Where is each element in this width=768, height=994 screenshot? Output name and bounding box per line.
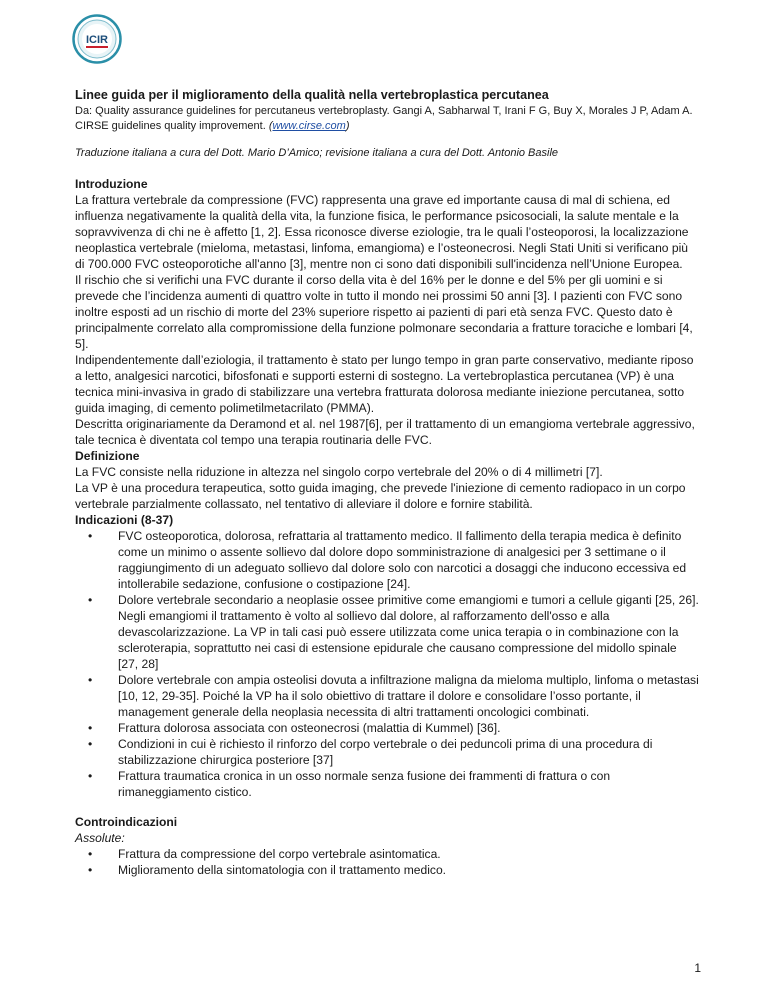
logo-graphic [72, 14, 122, 64]
list-item: • Frattura dolorosa associata con osteonecrosi (malattia di Kummel) [36]. [88, 721, 501, 735]
list-item: • Dolore vertebrale con ampia osteolisi dovuta a infiltrazione maligna da mieloma multiplo, linfoma o metastasi [10, 12, 29-35]. Poiché la VP ha il solo obiettivo di trattare il dolore e consolidare l’osso portante, il management generale della neoplasia necessita di altri trattamenti oncologici combinati. [88, 673, 699, 719]
contraindications-list [75, 846, 700, 878]
bullet-icon: • [88, 721, 93, 735]
definition-heading: Definizione [75, 449, 140, 463]
intro-paragraph: La frattura vertebrale da compressione (FVC) rappresenta una grave ed importante causa di mal di schiena, ed influenza negativamente la qualità della vita, la funzione fisica, le performance psicosociali, la salute mentale e la sopravvivenza di chi ne è affetto [1, 2]. Essa riconosce diverse eziologie, tra le quali l’osteoporosi, la localizzazione neoplastica vertebrale (mieloma, metastasi, linfoma, emangioma) e l’osteonecrosi. Negli Stati Uniti si verificano più di 700.000 FVC osteoporotiche all'anno [3], mentre non ci sono dati disponibili sull'incidenza nell’Unione Europea. [75, 193, 689, 271]
indications-list [75, 528, 700, 800]
source-text: Da: Quality assurance guidelines for percutaneus vertebroplasty. Gangi A, Sabharwal T, Irani F G, Buy X, Morales J P, Adam A. CIRSE guidelines quality improvement. [75, 105, 693, 132]
bullet-icon: • [88, 863, 93, 877]
document-title: Linee guida per il miglioramento della qualità nella vertebroplastica percutanea [75, 88, 549, 102]
definition-paragraph: La VP è una procedura terapeutica, sotto guida imaging, che prevede l'iniezione di cemento radiopaco in un corpo vertebrale parzialmente collassato, nel tentativo di alleviare il dolore e fornire stabilità. [75, 481, 686, 511]
contraindications-subheading: Assolute: [75, 831, 125, 845]
page-number: 1 [694, 961, 701, 975]
intro-paragraph: Indipendentemente dall’eziologia, il trattamento è stato per lungo tempo in gran parte conservativo, mediante riposo a letto, analgesici narcotici, bifosfonati e supporti esterni di sostegno. La vertebroplastica percutanea (VP) è una tecnica mini-invasiva in grado di stabilizzare una vertebra fratturata dolorosa mediante iniezione percutanea, sotto guida imaging, di cemento polimetilmetacrilato (PMMA). [75, 353, 694, 415]
indications-heading: Indicazioni (8-37) [75, 513, 174, 527]
logo-text: ICIR [86, 34, 108, 46]
icir-logo [72, 14, 122, 64]
contraindications-heading: Controindicazioni [75, 815, 178, 829]
list-item: • Frattura traumatica cronica in un osso normale senza fusione dei frammenti di frattura o con rimaneggiamento cistico. [88, 769, 611, 799]
list-item: • Frattura da compressione del corpo vertebrale asintomatica. [88, 847, 441, 861]
list-item: • Dolore vertebrale secondario a neoplasie ossee primitive come emangiomi e tumori a cellule giganti [25, 26]. Negli emangiomi il trattamento è volto al sollievo dal dolore, al rafforzamento dell'osso e alla devascolarizzazione. La VP in tali casi può essere utilizzata come unica terapia o in combinazione con la scleroterapia, soprattutto nei casi di estensione epidurale che causano compressione del midollo spinale [27, 28] [88, 593, 699, 671]
definition-paragraph: La FVC consiste nella riduzione in altezza nel singolo corpo vertebrale del 20% o di 4 millimetri [7]. [75, 465, 603, 479]
bullet-icon: • [88, 673, 93, 687]
intro-paragraph: Il rischio che si verifichi una FVC durante il corso della vita è del 16% per le donne e del 5% per gli uomini e si prevede che l’incidenza aumenti di quattro volte in tutto il mondo nei prossimi 50 anni [3]. I pazienti con FVC sono inoltre esposti ad un rischio di morte del 23% superiore rispetto ai pazienti di pari età senza FVC. Questo dato è principalmente correlato alla compromissione della funzione polmonare secondaria a fratture toraciche e lombari [4, 5]. [75, 273, 693, 351]
list-item: • Condizioni in cui è richiesto il rinforzo del corpo vertebrale o dei peduncoli prima di una procedura di stabilizzazione chirurgica posteriore [37] [88, 737, 653, 767]
intro-heading: Introduzione [75, 177, 148, 191]
cirse-link[interactable]: www.cirse.com [272, 120, 346, 132]
bullet-icon: • [88, 593, 93, 607]
intro-paragraph: Descritta originariamente da Deramond et al. nel 1987[6], per il trattamento di un emangioma vertebrale aggressivo, tale tecnica è diventata col tempo una terapia routinaria delle FVC. [75, 417, 695, 447]
translation-credit: Traduzione italiana a cura del Dott. Mario D’Amico; revisione italiana a cura del Dott. Antonio Basile [75, 147, 559, 159]
bullet-icon: • [88, 847, 93, 861]
bullet-icon: • [88, 529, 93, 543]
bullet-icon: • [88, 769, 93, 783]
list-item: • FVC osteoporotica, dolorosa, refrattaria al trattamento medico. Il fallimento della terapia medica è definito come un minimo o assente sollievo dal dolore dopo somministrazione di analgesici per 3 settimane o il raggiungimento di un adeguato sollievo dal dolore solo con narcotici a dosaggi che inducono eccessiva ed intollerabile sedazione, confusione o costipazione [24]. [88, 529, 687, 591]
source-citation: Da: Quality assurance guidelines for percutaneus vertebroplasty. Gangi A, Sabharwal T, Irani F G, Buy X, Morales J P, Adam A. CIRSE guidelines quality improvement. (www.cirse.com) [75, 105, 693, 132]
list-item: • Miglioramento della sintomatologia con il trattamento medico. [88, 863, 447, 877]
bullet-icon: • [88, 737, 93, 751]
document-content [75, 87, 700, 878]
